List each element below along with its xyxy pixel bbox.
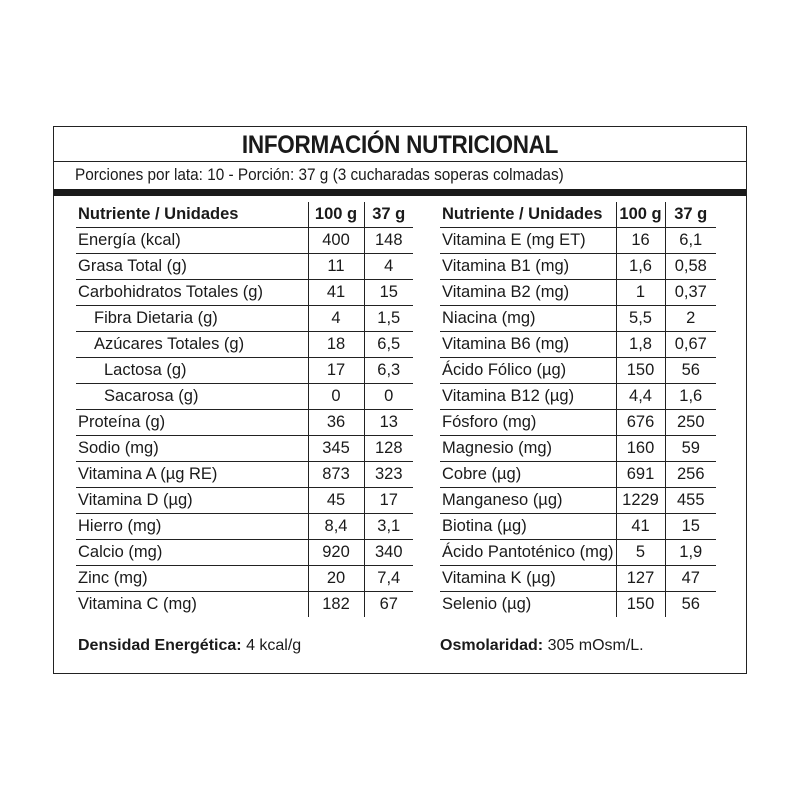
value-37g: 56 [665, 358, 716, 384]
value-100g: 20 [308, 566, 364, 592]
value-37g: 17 [364, 488, 413, 514]
table-row [440, 254, 716, 280]
value-100g: 4 [308, 306, 364, 332]
value-100g: 8,4 [308, 514, 364, 540]
table-row [76, 488, 413, 514]
value-37g: 1,5 [364, 306, 413, 332]
table-row [440, 228, 716, 254]
value-37g: 148 [364, 228, 413, 254]
nutrient-name: Ácido Fólico (µg) [440, 358, 616, 384]
nutrient-name: Ácido Pantoténico (mg) [440, 540, 616, 566]
nutrient-name: Calcio (mg) [76, 540, 308, 566]
value-37g: 1,6 [665, 384, 716, 410]
value-100g: 182 [308, 592, 364, 618]
osmolarity [440, 635, 644, 657]
nutrient-name: Sacarosa (g) [76, 384, 308, 410]
value-37g: 323 [364, 462, 413, 488]
value-37g: 6,3 [364, 358, 413, 384]
nutrient-name: Fósforo (mg) [440, 410, 616, 436]
nutrient-name: Vitamina B2 (mg) [440, 280, 616, 306]
osmolarity-label: Osmolaridad: [440, 637, 544, 654]
value-37g: 56 [665, 592, 716, 618]
value-100g: 1,6 [616, 254, 665, 280]
nutrient-name: Vitamina B12 (µg) [440, 384, 616, 410]
table-row [440, 384, 716, 410]
table-row [440, 332, 716, 358]
nutrient-name: Vitamina D (µg) [76, 488, 308, 514]
table-row [76, 306, 413, 332]
value-37g: 1,9 [665, 540, 716, 566]
value-100g: 45 [308, 488, 364, 514]
value-37g: 0,67 [665, 332, 716, 358]
table-row [76, 410, 413, 436]
header-nutrient: Nutriente / Unidades [76, 202, 308, 228]
nutrient-name: Selenio (µg) [440, 592, 616, 618]
table-row [76, 384, 413, 410]
nutrient-name: Manganeso (µg) [440, 488, 616, 514]
header-nutrient: Nutriente / Unidades [440, 202, 616, 228]
value-37g: 59 [665, 436, 716, 462]
value-100g: 11 [308, 254, 364, 280]
energy-density-value: 4 kcal/g [246, 637, 302, 654]
value-37g: 0,58 [665, 254, 716, 280]
value-37g: 250 [665, 410, 716, 436]
value-37g: 128 [364, 436, 413, 462]
value-37g: 340 [364, 540, 413, 566]
nutrient-name: Magnesio (mg) [440, 436, 616, 462]
value-100g: 41 [616, 514, 665, 540]
table-row [440, 566, 716, 592]
title-divider [54, 161, 746, 162]
table-row [76, 228, 413, 254]
value-37g: 15 [665, 514, 716, 540]
value-100g: 36 [308, 410, 364, 436]
nutrient-name: Proteína (g) [76, 410, 308, 436]
value-37g: 0 [364, 384, 413, 410]
value-100g: 127 [616, 566, 665, 592]
table-row [440, 592, 716, 618]
value-37g: 6,5 [364, 332, 413, 358]
value-100g: 4,4 [616, 384, 665, 410]
value-100g: 150 [616, 592, 665, 618]
value-100g: 41 [308, 280, 364, 306]
table-row [76, 436, 413, 462]
table-row [440, 358, 716, 384]
table-row [76, 358, 413, 384]
value-100g: 400 [308, 228, 364, 254]
nutrient-name: Hierro (mg) [76, 514, 308, 540]
value-100g: 160 [616, 436, 665, 462]
nutrient-name: Niacina (mg) [440, 306, 616, 332]
table-row [76, 592, 413, 618]
value-100g: 18 [308, 332, 364, 358]
energy-density-label: Densidad Energética: [78, 637, 242, 654]
value-100g: 1229 [616, 488, 665, 514]
nutrient-name: Vitamina C (mg) [76, 592, 308, 618]
value-100g: 873 [308, 462, 364, 488]
nutrient-name: Carbohidratos Totales (g) [76, 280, 308, 306]
value-100g: 1,8 [616, 332, 665, 358]
table-row [440, 436, 716, 462]
header-100g: 100 g [616, 202, 665, 228]
table-row [76, 462, 413, 488]
value-100g: 345 [308, 436, 364, 462]
nutrient-name: Vitamina B6 (mg) [440, 332, 616, 358]
value-100g: 5,5 [616, 306, 665, 332]
value-100g: 150 [616, 358, 665, 384]
value-100g: 0 [308, 384, 364, 410]
nutrient-name: Energía (kcal) [76, 228, 308, 254]
value-100g: 691 [616, 462, 665, 488]
value-37g: 15 [364, 280, 413, 306]
page-title: INFORMACIÓN NUTRICIONAL [241, 131, 559, 159]
value-100g: 5 [616, 540, 665, 566]
value-100g: 17 [308, 358, 364, 384]
servings-info: Porciones por lata: 10 - Porción: 37 g (3 cucharadas soperas colmadas) [75, 166, 564, 184]
table-row [76, 254, 413, 280]
value-37g: 256 [665, 462, 716, 488]
table-row [76, 514, 413, 540]
nutrient-name: Zinc (mg) [76, 566, 308, 592]
table-row [76, 280, 413, 306]
nutrient-name: Azúcares Totales (g) [76, 332, 308, 358]
nutrient-name: Sodio (mg) [76, 436, 308, 462]
header-37g: 37 g [364, 202, 413, 228]
nutrient-name: Cobre (µg) [440, 462, 616, 488]
nutrient-table-left [76, 202, 413, 617]
value-37g: 13 [364, 410, 413, 436]
table-row [440, 306, 716, 332]
table-row [440, 514, 716, 540]
thick-divider [54, 189, 746, 196]
nutrient-name: Lactosa (g) [76, 358, 308, 384]
nutrient-name: Vitamina A (µg RE) [76, 462, 308, 488]
table-row [440, 410, 716, 436]
nutrient-name: Fibra Dietaria (g) [76, 306, 308, 332]
table-row [440, 540, 716, 566]
table-row [76, 540, 413, 566]
nutrient-name: Vitamina E (mg ET) [440, 228, 616, 254]
header-100g: 100 g [308, 202, 364, 228]
nutrition-facts-panel [53, 126, 747, 674]
value-37g: 2 [665, 306, 716, 332]
table-row [76, 566, 413, 592]
nutrient-name: Vitamina K (µg) [440, 566, 616, 592]
value-37g: 3,1 [364, 514, 413, 540]
table-row [76, 332, 413, 358]
value-37g: 455 [665, 488, 716, 514]
value-37g: 67 [364, 592, 413, 618]
table-header-row [76, 202, 413, 228]
table-row [440, 280, 716, 306]
value-100g: 676 [616, 410, 665, 436]
value-37g: 6,1 [665, 228, 716, 254]
value-37g: 4 [364, 254, 413, 280]
value-100g: 16 [616, 228, 665, 254]
nutrient-name: Biotina (µg) [440, 514, 616, 540]
header-37g: 37 g [665, 202, 716, 228]
nutrient-name: Grasa Total (g) [76, 254, 308, 280]
table-row [440, 488, 716, 514]
nutrient-table-right [440, 202, 716, 617]
value-37g: 47 [665, 566, 716, 592]
table-header-row [440, 202, 716, 228]
value-37g: 0,37 [665, 280, 716, 306]
energy-density [78, 635, 301, 657]
table-row [440, 462, 716, 488]
osmolarity-value: 305 mOsm/L. [547, 637, 644, 654]
nutrient-name: Vitamina B1 (mg) [440, 254, 616, 280]
value-100g: 1 [616, 280, 665, 306]
value-37g: 7,4 [364, 566, 413, 592]
value-100g: 920 [308, 540, 364, 566]
